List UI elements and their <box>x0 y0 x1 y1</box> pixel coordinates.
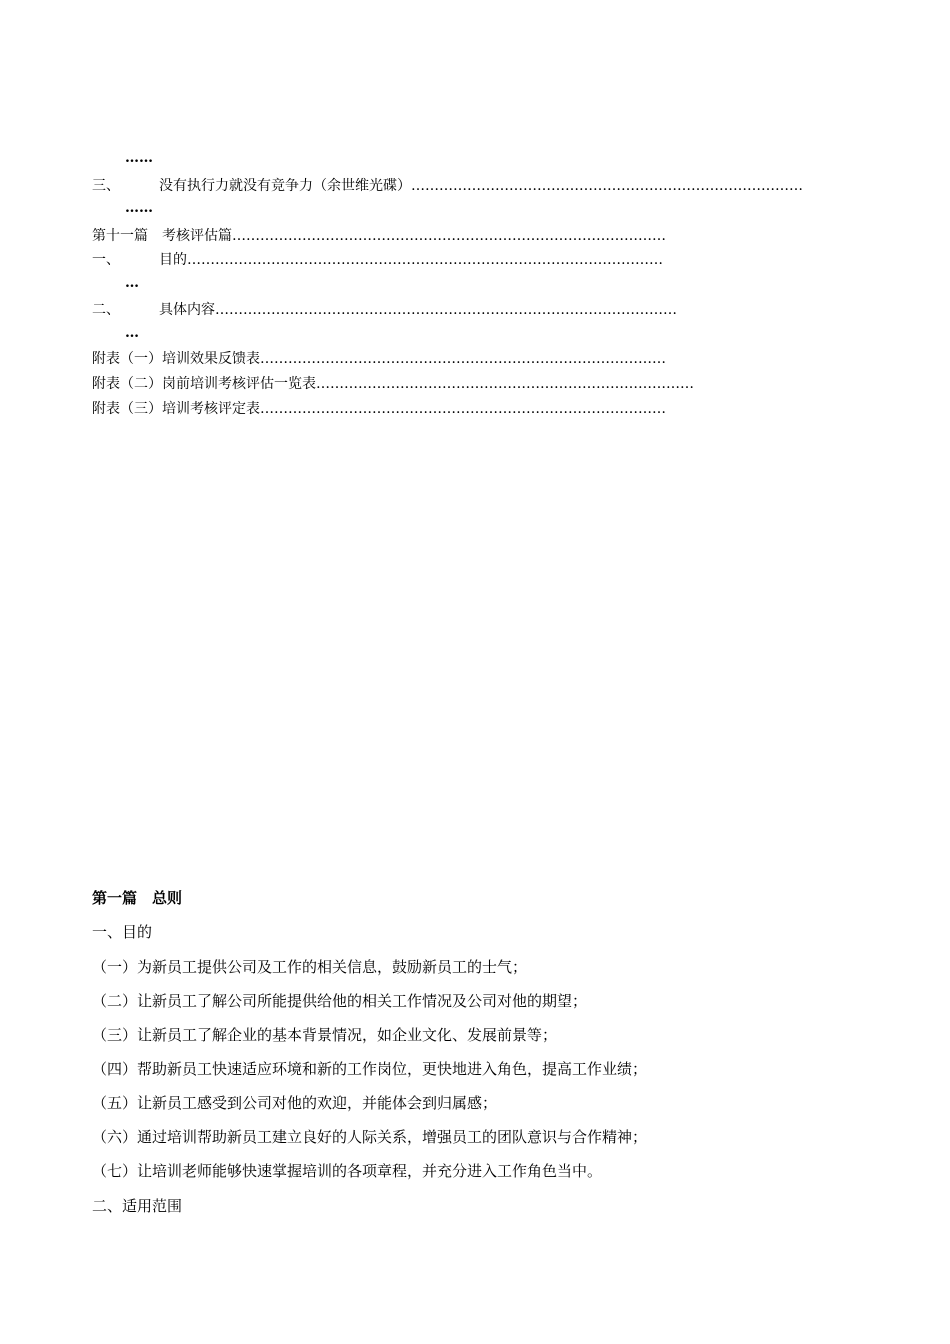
list-item: （六）通过培训帮助新员工建立良好的人际关系，增强员工的团队意识与合作精神； <box>92 1128 648 1146</box>
toc-continuation-dots: …… <box>125 150 153 166</box>
toc-entry-number: 二、 <box>92 302 120 318</box>
toc-entry-title: 附表（一）培训效果反馈表 <box>92 351 260 367</box>
toc-entry-3[interactable] <box>92 177 860 195</box>
list-item: （七）让培训老师能够快速掌握培训的各项章程，并充分进入工作角色当中。 <box>92 1162 603 1180</box>
toc-leader-dots: ……………………………………………………………………… <box>316 376 694 392</box>
toc-leader-dots: …………………………………………………………………………… <box>260 351 666 367</box>
list-item: （一）为新员工提供公司及工作的相关信息，鼓励新员工的士气； <box>92 958 528 976</box>
toc-entry-number: 三、 <box>92 178 120 194</box>
toc-entry-title: 目的 <box>159 252 187 268</box>
section-heading-purpose: 一、目的 <box>92 923 153 941</box>
toc-entry-1[interactable] <box>92 251 860 269</box>
toc-entry-title: 附表（二）岗前培训考核评估一览表 <box>92 376 316 392</box>
toc-leader-dots: ………………………………………………………………………………………… <box>187 252 663 268</box>
toc-entry-title: 附表（三）培训考核评定表 <box>92 401 260 417</box>
toc-appendix-3[interactable] <box>92 400 847 418</box>
toc-entry-title: 第十一篇 考核评估篇 <box>92 228 232 244</box>
toc-leader-dots: ……………………………………………………………………………………… <box>215 302 677 318</box>
toc-continuation-dots: … <box>125 325 139 341</box>
list-item: （五）让新员工感受到公司对他的欢迎，并能体会到归属感； <box>92 1094 498 1112</box>
toc-leader-dots: …………………………………………………………………………… <box>260 401 666 417</box>
list-item: （二）让新员工了解公司所能提供给他的相关工作情况及公司对他的期望； <box>92 992 588 1010</box>
toc-entry-title: 具体内容 <box>159 302 215 318</box>
toc-continuation-dots: …… <box>125 200 153 216</box>
toc-entry-number: 一、 <box>92 252 120 268</box>
toc-appendix-1[interactable] <box>92 350 847 368</box>
list-item: （四）帮助新员工快速适应环境和新的工作岗位，更快地进入角色，提高工作业绩； <box>92 1060 648 1078</box>
section-heading-scope: 二、适用范围 <box>92 1197 183 1215</box>
toc-leader-dots: ………………………………………………………………………………… <box>232 228 666 244</box>
toc-entry-title: 没有执行力就没有竞争力（余世维光碟） <box>159 178 411 194</box>
toc-entry-2[interactable] <box>92 301 860 319</box>
toc-continuation-dots: … <box>125 275 139 291</box>
part-title: 第一篇 总则 <box>92 889 183 907</box>
toc-appendix-2[interactable] <box>92 375 847 393</box>
toc-leader-dots: ………………………………………………………………………… <box>411 178 803 194</box>
list-item: （三）让新员工了解企业的基本背景情况，如企业文化、发展前景等； <box>92 1026 558 1044</box>
toc-entry-part11[interactable] <box>92 227 860 245</box>
